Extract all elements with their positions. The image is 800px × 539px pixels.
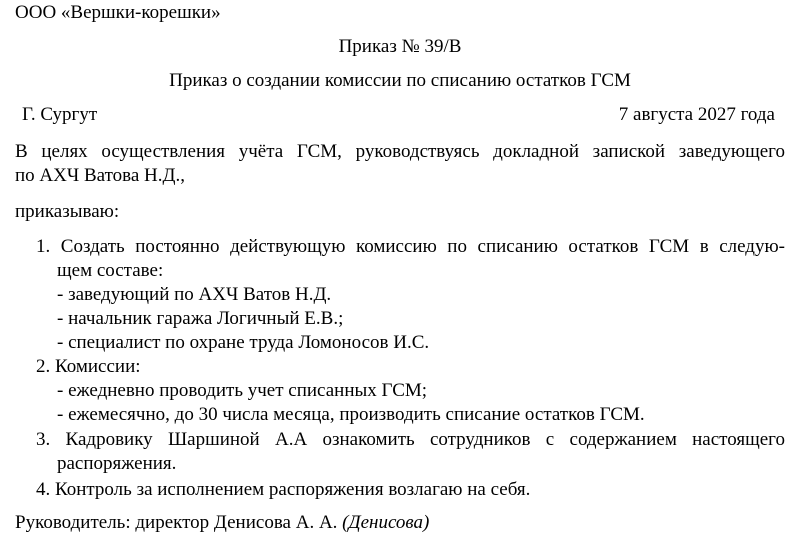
preamble-line-2: по АХЧ Ватова Н.Д.,	[15, 165, 185, 186]
order-number: Приказ № 39/В	[338, 36, 462, 57]
task-1: - ежедневно проводить учет списанных ГСМ;	[57, 380, 428, 401]
item-3-line-1: 3. Кадровику Шаршиной А.А ознакомить сотрудников с содержанием настоящего	[36, 429, 785, 450]
preamble-line-1: В целях осуществления учёта ГСМ, руководствуясь докладной запиской заведующего	[15, 141, 785, 162]
member-1: - заведующий по АХЧ Ватов Н.Д.	[57, 284, 332, 305]
member-3: - специалист по охране труда Ломоносов И.С.	[57, 332, 430, 353]
item-1-line-1: 1. Создать постоянно действующую комиссию по списанию остатков ГСМ в следую-	[36, 236, 785, 257]
item-3-line-2: распоряжения.	[57, 453, 177, 474]
signature-line	[15, 512, 429, 534]
city: Г. Сургут	[22, 104, 98, 125]
item-2-line-1: 2. Комиссии:	[36, 356, 141, 377]
task-2: - ежемесячно, до 30 числа месяца, производить списание остатков ГСМ.	[57, 404, 645, 425]
company-name: ООО «Вершки-корешки»	[15, 2, 221, 23]
order-title: Приказ о создании комиссии по списанию остатков ГСМ	[169, 70, 631, 91]
item-4-line-1: 4. Контроль за исполнением распоряжения возлагаю на себя.	[36, 479, 531, 500]
item-1-line-2: щем составе:	[57, 260, 164, 281]
signature-handwritten: (Денисова)	[342, 512, 430, 533]
order-word: приказываю:	[15, 201, 120, 222]
member-2: - начальник гаража Логичный Е.В.;	[57, 308, 344, 329]
order-date: 7 августа 2027 года	[618, 104, 775, 125]
signature-label: Руководитель: директор Денисова А. А.	[15, 512, 338, 533]
